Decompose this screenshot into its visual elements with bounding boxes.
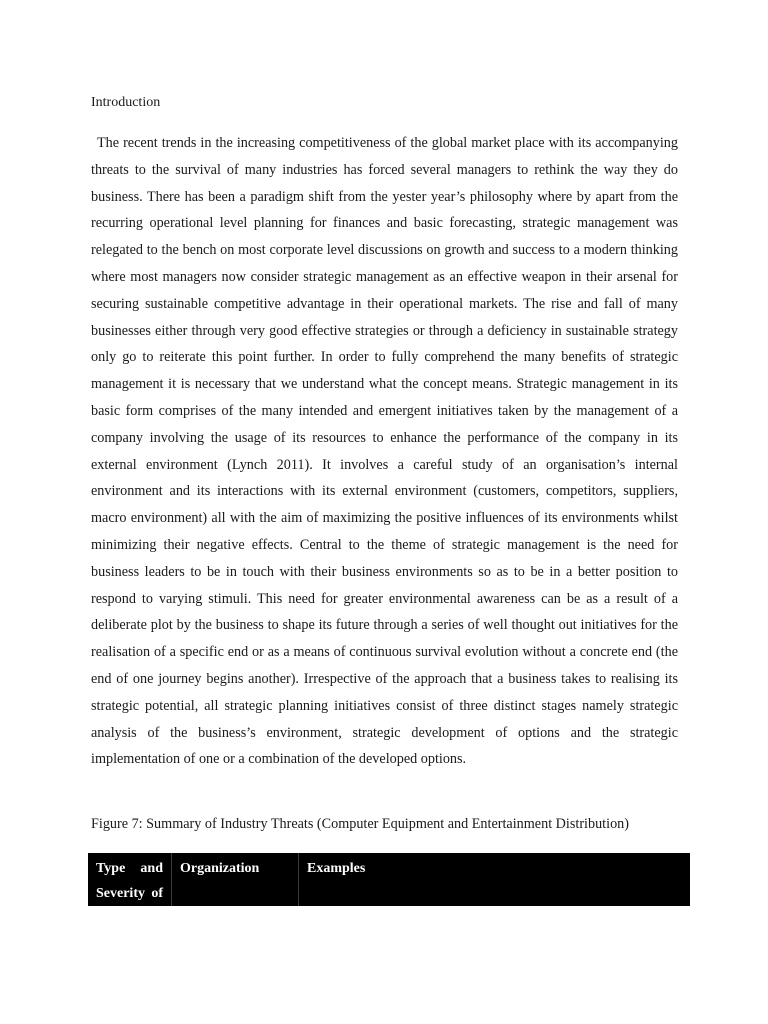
header-type-severity (88, 853, 172, 906)
industry-threats-table (88, 853, 690, 906)
introduction-paragraph: The recent trends in the increasing competitiveness of the global market place with its accompanying threats to the survival of many industries has forced several managers to rethink the way they do business. There has been a paradigm shift from the yester year’s philosophy where by apart from the recurring operational level planning for finances and basic forecasting, strategic management was relegated to the bench on most corporate level discussions on growth and success to a modern thinking where most managers now consider strategic management as an effective weapon in their arsenal for securing sustainable competitive advantage in their operational markets. The rise and fall of many businesses either through very good effective strategies or through a deficiency in sustainable strategy only go to reiterate this point further. In order to fully comprehend the many benefits of strategic management it is necessary that we understand what the concept means. Strategic management in its basic form comprises of the many intended and emergent initiatives taken by the management of a company involving the usage of its resources to enhance the performance of the company in its external environment (Lynch 2011). It involves a careful study of an organisation’s internal environment and its interactions with its external environment (customers, competitors, suppliers, macro environment) all with the aim of maximizing the positive influences of its environments whilst minimizing their negative effects. Central to the theme of strategic management is the need for business leaders to be in touch with their business environments so as to be in a better position to respond to varying stimuli. This need for greater environmental awareness can be as a result of a deliberate plot by the business to shape its future through a series of well thought out initiatives for the realisation of a specific end or as a means of continuous survival evolution without a concrete end (the end of one journey begins another). Irrespective of the approach that a business takes to realising its strategic potential, all strategic planning initiatives consist of three distinct stages namely strategic analysis of the business’s environment, strategic development of options and the strategic implementation of one or a combination of the developed options. (91, 135, 678, 768)
header-type-severity-line2: Severity of (96, 886, 163, 901)
header-examples: Examples (307, 861, 366, 876)
header-type-severity-line1: Type and (96, 861, 163, 876)
figure-caption: Figure 7: Summary of Industry Threats (Computer Equipment and Entertainment Distribution) (91, 816, 629, 832)
table-header-row (88, 853, 690, 906)
header-organization: Organization (172, 853, 299, 906)
section-heading: Introduction (91, 95, 161, 110)
